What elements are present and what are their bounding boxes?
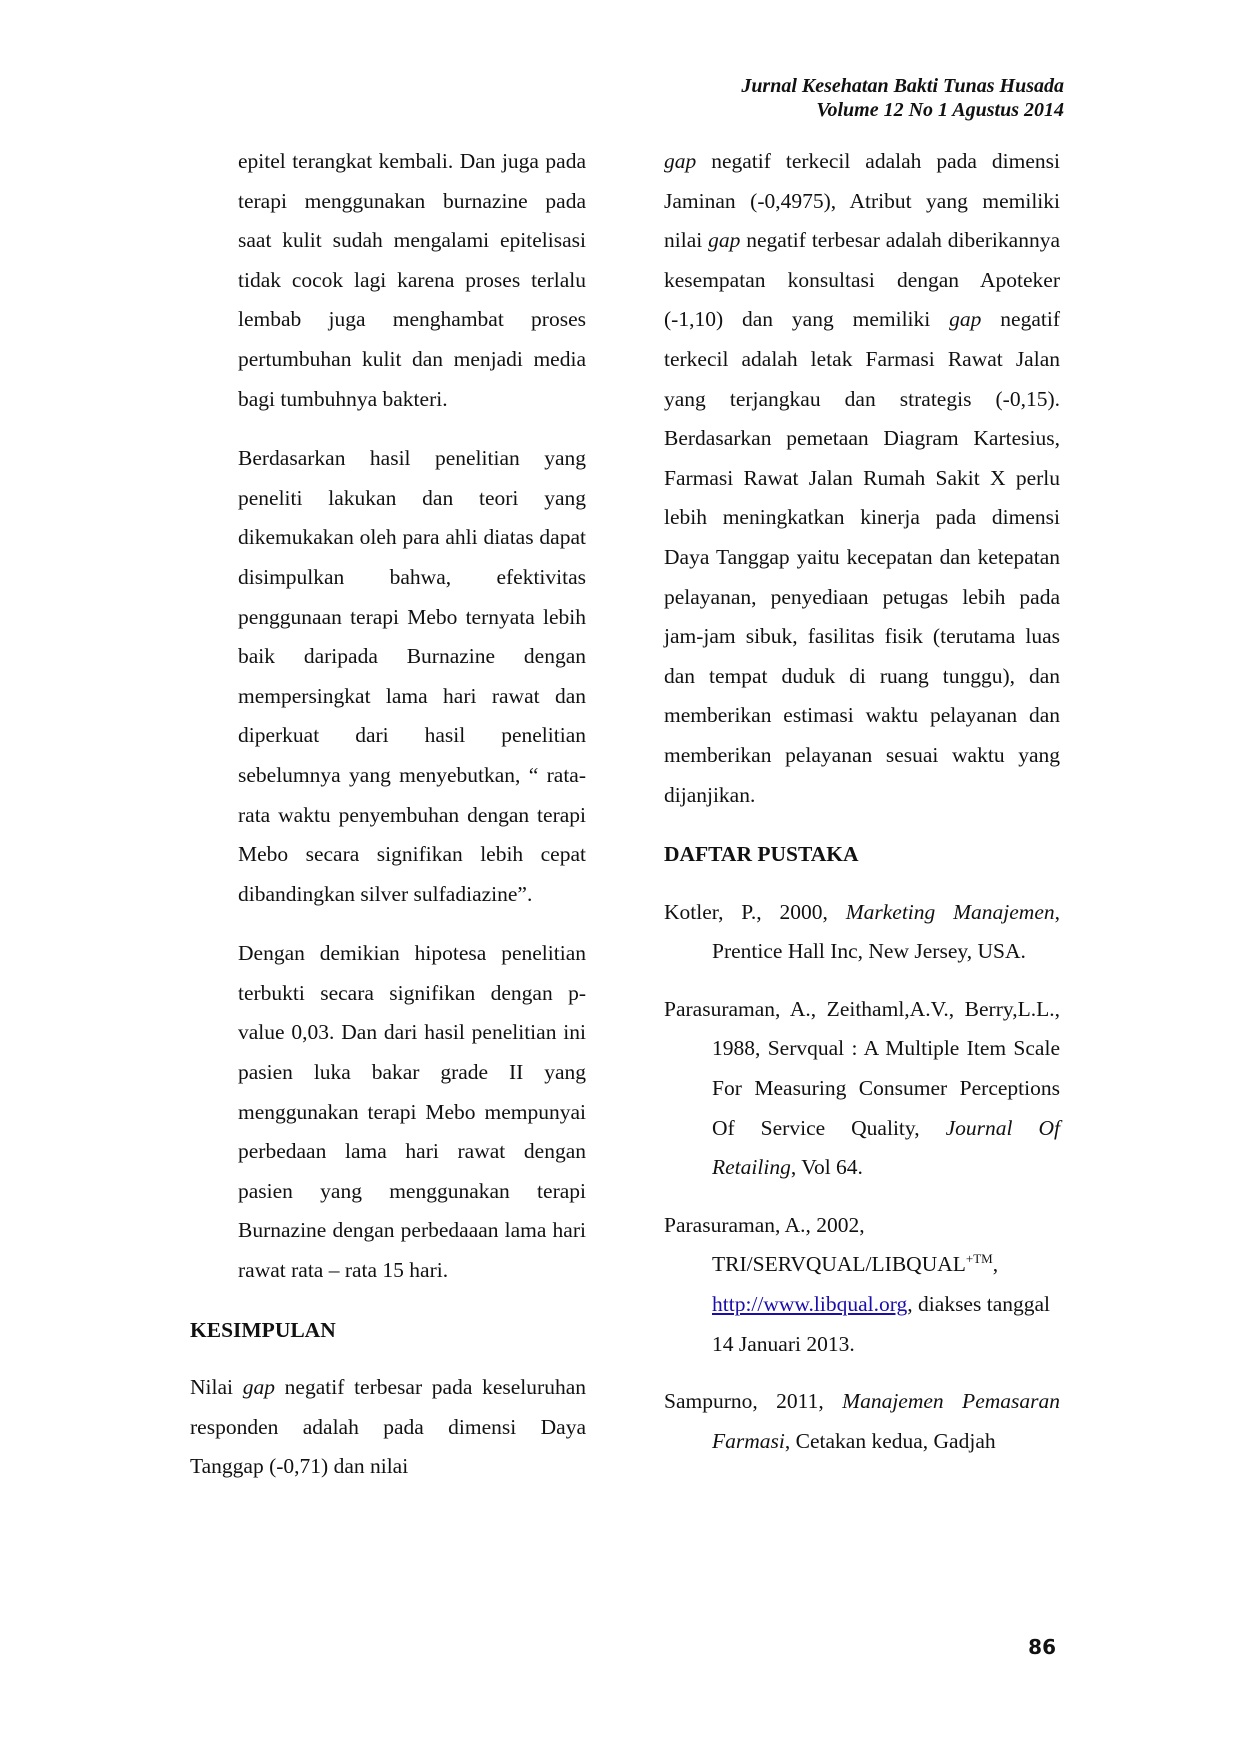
ref-4-title: Manajemen Pemasaran Farmasi bbox=[712, 1389, 1060, 1453]
ref-1-title: Marketing Manajemen bbox=[845, 899, 1055, 924]
section-heading-daftar-pustaka: DAFTAR PUSTAKA bbox=[664, 842, 859, 867]
continuation-text-1: negatif terkecil adalah pada dimensi Jaminan (-0,4975), Atribut yang memiliki nilai bbox=[664, 149, 1060, 253]
continuation-text-3: negatif terkecil adalah letak Farmasi Rawat Jalan yang terjangkau dan strategis (-0,15). Berdasarkan pemetaan Diagram Kartesius, Farmasi Rawat Jalan Rumah Sakit X perlu lebih meningkatkan kinerja pada dimensi Daya Tanggap yaitu kecepatan dan ketepatan pelayanan, penyediaan petugas lebih pada jam-jam sibuk, fasilitas fisik (terutama luas dan tempat duduk di ruang tunggu), dan memberikan estimasi waktu pelayanan dan memberikan pelayanan sesuai waktu yang dijanjikan. bbox=[664, 307, 1060, 807]
reference-parasuraman-2002 bbox=[664, 1206, 1060, 1364]
gap-term-1: gap bbox=[664, 149, 697, 173]
page-number: 86 bbox=[1028, 1635, 1056, 1659]
ref-3-lead: Parasuraman, A., 2002, TRI/SERVQUAL/LIBQUAL bbox=[664, 1212, 966, 1277]
journal-header bbox=[464, 74, 1064, 122]
ref-3-superscript: +TM bbox=[965, 1251, 993, 1267]
paragraph-1: epitel terangkat kembali. Dan juga pada terapi menggunakan burnazine pada saat kulit sudah mengalami epitelisasi tidak cocok lagi karena proses terlalu lembab juga menghambat proses pertumbuhan kulit dan menjadi media bagi tumbuhnya bakteri. bbox=[238, 149, 586, 411]
conclusion-paragraph bbox=[190, 1368, 586, 1487]
ref-2-title: Journal Of Retailing bbox=[712, 1115, 1061, 1180]
paragraph-3: Dengan demikian hipotesa penelitian terbukti secara signifikan dengan p-value 0,03. Dan dari hasil penelitian ini pasien luka bakar grade II yang menggunakan terapi Mebo mempunyai perbedaan lama hari rawat dengan pasien yang menggunakan terapi Burnazine dengan perbedaaan lama hari rawat rata – rata 15 hari. bbox=[238, 941, 586, 1283]
reference-kotler bbox=[664, 893, 1060, 972]
reference-parasuraman-1988 bbox=[664, 990, 1060, 1188]
libqual-link[interactable]: http://www.libqual.org bbox=[712, 1292, 908, 1317]
ref-2-tail: , Vol 64. bbox=[790, 1155, 863, 1180]
section-heading-kesimpulan: KESIMPULAN bbox=[190, 1317, 336, 1342]
ref-3-mid: , bbox=[992, 1252, 999, 1277]
journal-title: Jurnal Kesehatan Bakti Tunas Husada bbox=[741, 75, 1064, 97]
ref-2-lead: Parasuraman, A., Zeithaml,A.V., Berry,L.L., 1988, Servqual : A Multiple Item Scale For Measuring Consumer Perceptions Of Service Quality, bbox=[664, 996, 1060, 1140]
left-column bbox=[190, 142, 586, 1487]
continuation-text-2: negatif terbesar adalah diberikannya kesempatan konsultasi dengan Apoteker (-1,10) dan yang memiliki bbox=[664, 228, 1060, 332]
gap-term-3: gap bbox=[949, 307, 982, 332]
ref-4-lead: Sampurno, 2011, bbox=[664, 1389, 843, 1414]
journal-volume: Volume 12 No 1 Agustus 2014 bbox=[816, 99, 1064, 121]
conclusion-text-a: Nilai bbox=[190, 1375, 243, 1400]
paragraph-2: Berdasarkan hasil penelitian yang peneliti lakukan dan teori yang dikemukakan oleh para ahli diatas dapat disimpulkan bahwa, efektivitas penggunaan terapi Mebo ternyata lebih baik daripada Burnazine dengan mempersingkat lama hari rawat dan diperkuat dari hasil penelitian sebelumnya yang menyebutkan, “ rata-rata waktu penyembuhan dengan terapi Mebo secara signifikan lebih cepat dibandingkan silver sulfadiazine”. bbox=[238, 446, 586, 906]
ref-3-tail: , diakses tanggal 14 Januari 2013. bbox=[712, 1292, 1050, 1356]
gap-term-2: gap bbox=[708, 228, 741, 253]
reference-sampurno bbox=[664, 1382, 1060, 1461]
ref-4-tail: , Cetakan kedua, Gadjah bbox=[784, 1428, 996, 1453]
right-column bbox=[664, 142, 1060, 1479]
ref-1-lead: Kotler, P., 2000, bbox=[664, 899, 846, 924]
ref-1-tail: , Prentice Hall Inc, New Jersey, USA. bbox=[712, 899, 1061, 964]
conclusion-text-b: negatif terbesar pada keseluruhan responden adalah pada dimensi Daya Tanggap (-0,71) dan nilai bbox=[190, 1375, 586, 1479]
conclusion-gap-term: gap bbox=[242, 1375, 275, 1400]
continuation-paragraph bbox=[664, 142, 1060, 815]
